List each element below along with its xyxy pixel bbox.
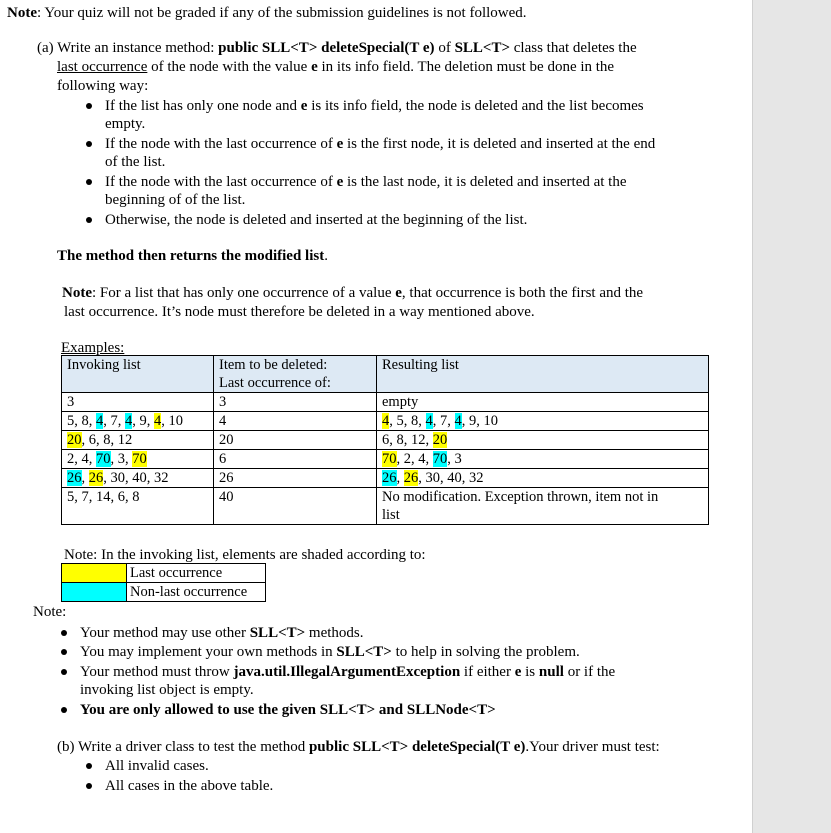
part-a-intro-line2: last occurrence of the node with the value e in its info field. The deletion must be done in the [57,59,615,75]
legend-label-nonlast: Non-last occurrence [127,583,266,602]
rule-bullet-2: If the node with the last occurrence of e is the first node, it is deleted and inserted at the end [105,136,656,152]
table-row [62,431,709,450]
result-cell: 26, 26, 30, 40, 32 [377,469,709,488]
item-cell: 6 [214,450,377,469]
legend-swatch-yellow [62,564,127,583]
invoking-cell: 5, 7, 14, 6, 8 [62,488,214,525]
legend-row-nonlast [62,583,266,602]
part-a-intro-line1: (a) Write an instance method: public SLL<T> deleteSpecial(T e) of SLL<T> class that deletes the [37,40,637,56]
invoking-cell: 26, 26, 30, 40, 32 [62,469,214,488]
shading-note: Note: In the invoking list, elements are shaded according to: [64,547,426,563]
table-row [62,488,709,525]
note-bullet-2: You may implement your own methods in SLL<T> to help in solving the problem. [80,644,580,660]
result-cell: No modification. Exception thrown, item not in list [377,488,709,525]
table-row [62,412,709,431]
invoking-cell: 5, 8, 4, 7, 4, 9, 4, 10 [62,412,214,431]
rule-bullet-3-cont: beginning of of the list. [105,192,246,208]
note-bullet-1: Your method may use other SLL<T> methods. [80,625,364,641]
item-cell: 3 [214,393,377,412]
rule-bullet-4: Otherwise, the node is deleted and inserted at the beginning of the list. [105,212,528,228]
submission-note: Note: Your quiz will not be graded if any of the submission guidelines is not followed. [7,5,527,21]
note-label: Note [7,5,37,21]
invoking-cell: 20, 6, 8, 12 [62,431,214,450]
header-resulting-list: Resulting list [377,356,709,393]
note-bullet-3: Your method must throw java.util.IllegalArgumentException if either e is null or if the [80,664,616,680]
result-cell: 70, 2, 4, 70, 3 [377,450,709,469]
item-cell: 26 [214,469,377,488]
note-bullet-3-cont: invoking list object is empty. [80,682,254,698]
part-b-bullet-1: All invalid cases. [105,758,209,774]
table-row [62,469,709,488]
note-bullet-4: You are only allowed to use the given SLL<T> and SLLNode<T> [80,702,496,718]
notes-label: Note: [33,604,67,620]
rule-bullet-1-cont: empty. [105,116,146,132]
invoking-cell: 2, 4, 70, 3, 70 [62,450,214,469]
item-cell: 40 [214,488,377,525]
item-cell: 4 [214,412,377,431]
examples-table [61,355,709,525]
occurrence-note-line1: Note: For a list that has only one occurrence of a value e, that occurrence is both the first and the [62,285,644,301]
rule-bullet-1: If the list has only one node and e is its info field, the node is deleted and the list becomes [105,98,644,114]
legend-swatch-cyan [62,583,127,602]
item-cell: 20 [214,431,377,450]
part-b-bullet-2: All cases in the above table. [105,778,274,794]
result-cell: empty [377,393,709,412]
shading-legend [61,563,266,602]
result-cell: 4, 5, 8, 4, 7, 4, 9, 10 [377,412,709,431]
table-row [62,450,709,469]
last-occurrence-text: last occurrence [57,59,148,75]
occurrence-note-line2: last occurrence. It’s node must therefore be deleted in a way mentioned above. [64,304,535,320]
right-gutter [752,0,831,833]
examples-caption: Examples: [61,340,125,356]
legend-label-last: Last occurrence [127,564,266,583]
rule-bullet-2-cont: of the list. [105,154,166,170]
invoking-cell: 3 [62,393,214,412]
part-b-intro: (b) Write a driver class to test the method public SLL<T> deleteSpecial(T e).Your driver must test: [57,739,660,755]
part-a-intro-line3: following way: [57,78,149,94]
returns-statement: The method then returns the modified list. [57,248,328,264]
result-cell: 6, 8, 12, 20 [377,431,709,450]
table-row [62,393,709,412]
header-item-deleted: Item to be deleted: Last occurrence of: [214,356,377,393]
header-invoking-list: Invoking list [62,356,214,393]
table-header-row [62,356,709,393]
legend-row-last [62,564,266,583]
rule-bullet-3: If the node with the last occurrence of e is the last node, it is deleted and inserted at the [105,174,627,190]
